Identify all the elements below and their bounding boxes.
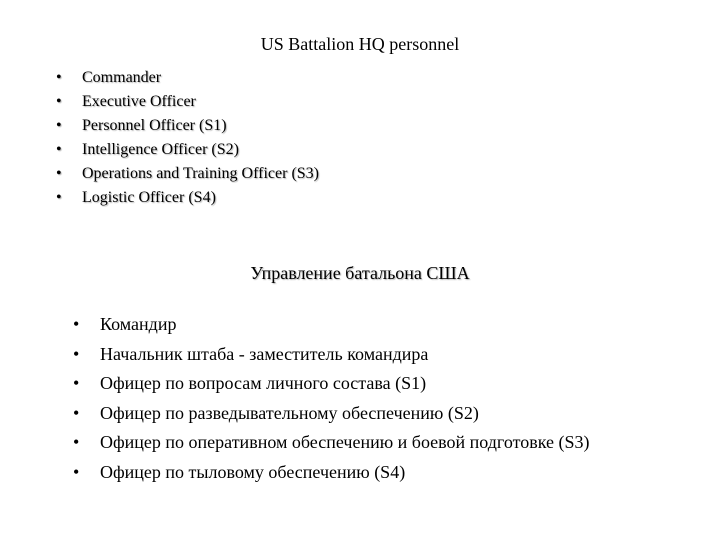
english-title: US Battalion HQ personnel — [260, 34, 460, 54]
list-item-text: Operations and Training Officer (S3) — [82, 165, 319, 182]
list-item — [56, 138, 319, 162]
list-item — [56, 66, 319, 90]
russian-personnel-list — [73, 310, 590, 487]
list-item — [73, 369, 590, 399]
bullet-icon: • — [56, 141, 62, 158]
list-item — [73, 310, 590, 340]
list-item-text: Офицер по оперативном обеспечению и боевой подготовке (S3) — [100, 432, 590, 452]
list-item — [73, 399, 590, 429]
list-item — [73, 428, 590, 458]
bullet-icon: • — [73, 432, 80, 452]
bullet-icon: • — [73, 343, 80, 364]
list-item-text: Intelligence Officer (S2) — [82, 141, 239, 158]
russian-title: Управление батальона США — [250, 263, 470, 283]
list-item-text: Commander — [82, 69, 162, 86]
bullet-icon: • — [56, 189, 62, 206]
english-personnel-list — [56, 66, 319, 210]
list-item-text: Начальник штаба - заместитель командира — [100, 343, 429, 364]
list-item-text: Logistic Officer (S4) — [82, 189, 216, 206]
list-item — [56, 162, 319, 186]
bullet-icon: • — [73, 373, 80, 393]
list-item-text: Personnel Officer (S1) — [82, 117, 227, 134]
list-item — [73, 458, 590, 488]
list-item — [56, 186, 319, 210]
bullet-icon: • — [73, 314, 80, 334]
list-item-text: Офицер по разведывательному обеспечению (S2) — [100, 402, 479, 423]
bullet-icon: • — [73, 461, 80, 482]
bullet-icon: • — [56, 69, 62, 86]
list-item — [73, 340, 590, 370]
bullet-icon: • — [56, 93, 62, 110]
list-item-text: Офицер по тыловому обеспечению (S4) — [100, 461, 406, 482]
list-item-text: Офицер по вопросам личного состава (S1) — [100, 373, 427, 393]
list-item — [56, 114, 319, 138]
list-item-text: Командир — [100, 314, 177, 334]
bullet-icon: • — [56, 117, 62, 134]
bullet-icon: • — [73, 402, 80, 423]
bullet-icon: • — [56, 165, 62, 182]
list-item-text: Executive Officer — [82, 93, 196, 110]
list-item — [56, 90, 319, 114]
